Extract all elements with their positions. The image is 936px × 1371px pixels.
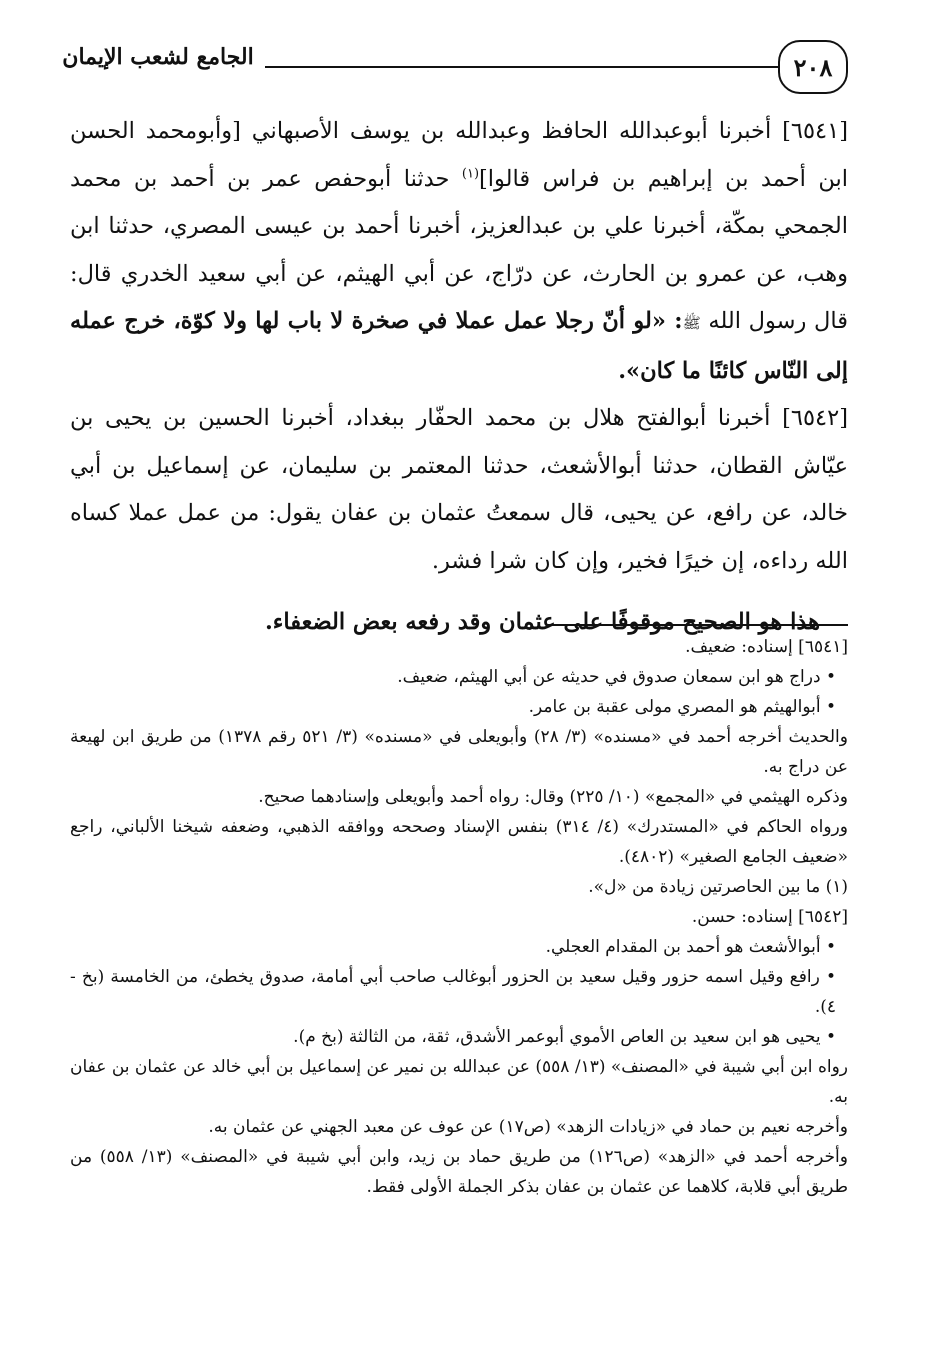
hadith-number: [٦٥٤٢] [782, 405, 848, 431]
footnote-1: (١) ما بين الحاصرتين زيادة من «ل». [588, 877, 848, 897]
note-bullet: • رافع وقيل اسمه حزور وقيل سعيد بن الحزور أبوغالب صاحب أبي أمامة، صدوق يخطئ، من الخامسة (بخ - ٤). [70, 962, 848, 1022]
page-number: ٢٠٨ [778, 40, 848, 94]
note-bullet: • أبوالهيثم هو المصري مولى عقبة بن عامر. [70, 692, 848, 722]
note-bullet: • أبوالأشعث هو أحمد بن المقدام العجلي. [70, 932, 848, 962]
note-paragraph: وذكره الهيثمي في «المجمع» (١٠/ ٢٢٥) وقال: رواه أحمد وأبويعلى وإسنادهما صحيح. [258, 787, 848, 807]
isnad-text: أخبرنا أبوعبدالله الحافظ وعبدالله بن يوسف الأصبهاني [وأبومحمد الحسن ابن أحمد بن إبراهيم بن فراس قالوا] [70, 118, 849, 192]
isnad-text-cont: حدثنا أبوحفص عمر بن أحمد بن محمد الجمحي بمكّة، أخبرنا علي بن عبدالعزيز، أخبرنا أحمد بن عيسى المصري، حدثنا ابن وهب، عن عمرو بن الحارث، عن درّاج، عن أبي الهيثم، عن أبي سعيد الخدري قال: قال رسول الله [70, 165, 849, 334]
header-rule [265, 66, 778, 68]
footnote-marker: (١) [461, 166, 480, 181]
author-verdict: هذا هو الصحيح موقوفًا على عثمان وقد رفعه بعض الضعفاء. [264, 609, 820, 635]
hadith-number: [٦٥٤١] [782, 118, 849, 144]
footnote-divider [548, 624, 848, 626]
note-paragraph: وأخرجه نعيم بن حماد في «زيادات الزهد» (ص١٧) عن عوف عن معبد الجهني عن عثمان به. [208, 1117, 848, 1137]
main-text [70, 108, 848, 647]
hadith-6541 [70, 108, 848, 395]
note-bullet: • يحيى هو ابن سعيد بن العاص الأموي أبوعمر الأشدق، ثقة، من الثالثة (بخ م). [70, 1022, 848, 1052]
book-title: الجامع لشعب الإيمان [62, 44, 254, 70]
hadith-text: أخبرنا أبوالفتح هلال بن محمد الحفّار ببغداد، أخبرنا الحسين بن يحيى بن عيّاش القطان، حدثنا أبوالأشعث، حدثنا المعتمر بن سليمان، عن إسماعيل بن أبي خالد، عن رافع، عن يحيى، قال سمعتُ عثمان بن عفان يقول: من عمل عملا كساه الله رداءه، إن خيرًا فخير، وإن كان شرا فشر. [70, 405, 848, 574]
note-6542-heading: [٦٥٤٢] إسناده: حسن. [691, 907, 848, 927]
note-paragraph: ورواه الحاكم في «المستدرك» (٤/ ٣١٤) بنفس الإسناد وصححه ووافقه الذهبي، وضعفه شيخنا الألباني، راجع «ضعيف الجامع الصغير» (٤٨٠٢). [70, 817, 848, 867]
note-paragraph: رواه ابن أبي شيبة في «المصنف» (١٣/ ٥٥٨) عن عبدالله بن نمير عن إسماعيل بن أبي خالد عن عثمان بن عفان به. [70, 1057, 848, 1107]
hadith-matn: : «لو أنّ رجلا عمل عملا في صخرة لا باب لها ولا كوّة، خرج عمله إلى النّاس كائنًا ما كان». [70, 308, 848, 384]
note-bullet: • دراج هو ابن سمعان صدوق في حديثه عن أبي الهيثم، ضعيف. [70, 662, 848, 692]
note-paragraph: وأخرجه أحمد في «الزهد» (ص١٢٦) من طريق حماد بن زيد، وابن أبي شيبة في «المصنف» (١٣/ ٥٥٨) من طريق أبي قلابة، كلاهما عن عثمان بن عفان بذكر الجملة الأولى فقط. [70, 1147, 848, 1197]
hadith-6542 [70, 395, 848, 585]
footnotes [70, 632, 848, 1202]
note-6541-heading: [٦٥٤١] إسناده: ضعيف. [685, 637, 848, 657]
salawat-glyph: ﷺ [682, 314, 701, 332]
note-paragraph: والحديث أخرجه أحمد في «مسنده» (٣/ ٢٨) وأبويعلى في «مسنده» (٣/ ٥٢١ رقم ١٣٧٨) من طريق ابن لهيعة عن دراج به. [70, 727, 848, 777]
page-header [60, 40, 848, 96]
